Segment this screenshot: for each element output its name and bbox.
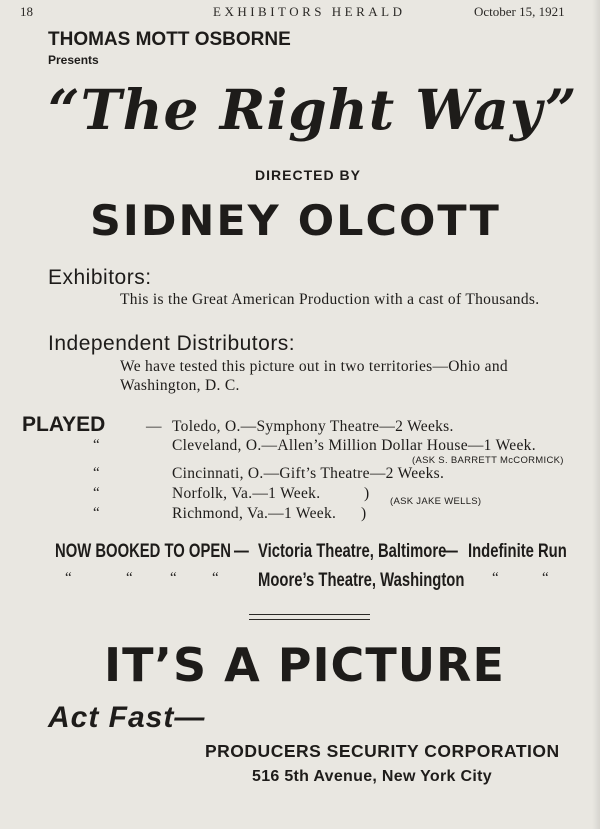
ditto-mark: “ [93, 437, 100, 453]
played-row-1: Toledo, O.—Symphony Theatre—2 Weeks. [172, 418, 454, 435]
page-number: 18 [20, 4, 33, 19]
booked-dash: — [443, 541, 458, 562]
distributors-heading: Independent Distributors: [48, 332, 296, 355]
booked-venue-washington: Moore’s Theatre, Washington [258, 570, 465, 591]
ditto-mark: “ [542, 570, 549, 586]
booked-dash: — [234, 541, 249, 562]
played-dash: — [146, 418, 162, 435]
ditto-mark: “ [126, 570, 133, 586]
director-name: SIDNEY OLCOTT [90, 196, 501, 245]
magazine-title: EXHIBITORS HERALD [213, 4, 406, 19]
ditto-mark: “ [93, 505, 100, 521]
ditto-mark: “ [65, 570, 72, 586]
producer-address: 516 5th Avenue, New York City [252, 768, 492, 785]
brace-bottom: ) [361, 505, 367, 522]
film-title: “The Right Way” [48, 77, 578, 142]
ditto-mark: “ [93, 485, 100, 501]
producer-corporation: PRODUCERS SECURITY CORPORATION [205, 741, 560, 761]
played-row-5: Richmond, Va.—1 Week. [172, 505, 337, 522]
played-row-3: Cincinnati, O.—Gift’s Theatre—2 Weeks. [172, 465, 445, 482]
ditto-mark: “ [170, 570, 177, 586]
booked-run-length: Indefinite Run [468, 541, 567, 562]
ditto-mark: “ [212, 570, 219, 586]
presenter-name: THOMAS MOTT OSBORNE [48, 29, 291, 50]
issue-date: October 15, 1921 [474, 4, 565, 19]
booked-venue-baltimore: Victoria Theatre, Baltimore [258, 541, 447, 562]
act-fast-slogan: Act Fast— [48, 701, 206, 734]
played-row-2: Cleveland, O.—Allen’s Million Dollar House—1 Week. [172, 437, 536, 454]
divider-rule [249, 614, 370, 615]
directed-by-label: DIRECTED BY [255, 167, 361, 183]
divider-rule [249, 619, 370, 620]
its-a-picture-headline: IT’S A PICTURE [104, 638, 505, 692]
page-edge-shadow [592, 0, 600, 829]
ditto-mark: “ [93, 465, 100, 481]
exhibitors-heading: Exhibitors: [48, 266, 152, 289]
played-label: PLAYED [22, 413, 106, 436]
exhibitors-text: This is the Great American Production with a cast of Thousands. [120, 291, 540, 308]
presents-label: Presents [48, 53, 99, 67]
ditto-mark: “ [492, 570, 499, 586]
distributors-text-line1: We have tested this picture out in two territories—Ohio and [120, 358, 508, 375]
brace-top: ) [364, 485, 370, 502]
distributors-text-line2: Washington, D. C. [120, 377, 240, 394]
now-booked-label: NOW BOOKED TO OPEN [55, 541, 231, 562]
note-barrett-mccormick: (ASK S. BARRETT McCORMICK) [412, 455, 564, 466]
played-row-4: Norfolk, Va.—1 Week. [172, 485, 321, 502]
note-jake-wells: (ASK JAKE WELLS) [390, 496, 482, 507]
